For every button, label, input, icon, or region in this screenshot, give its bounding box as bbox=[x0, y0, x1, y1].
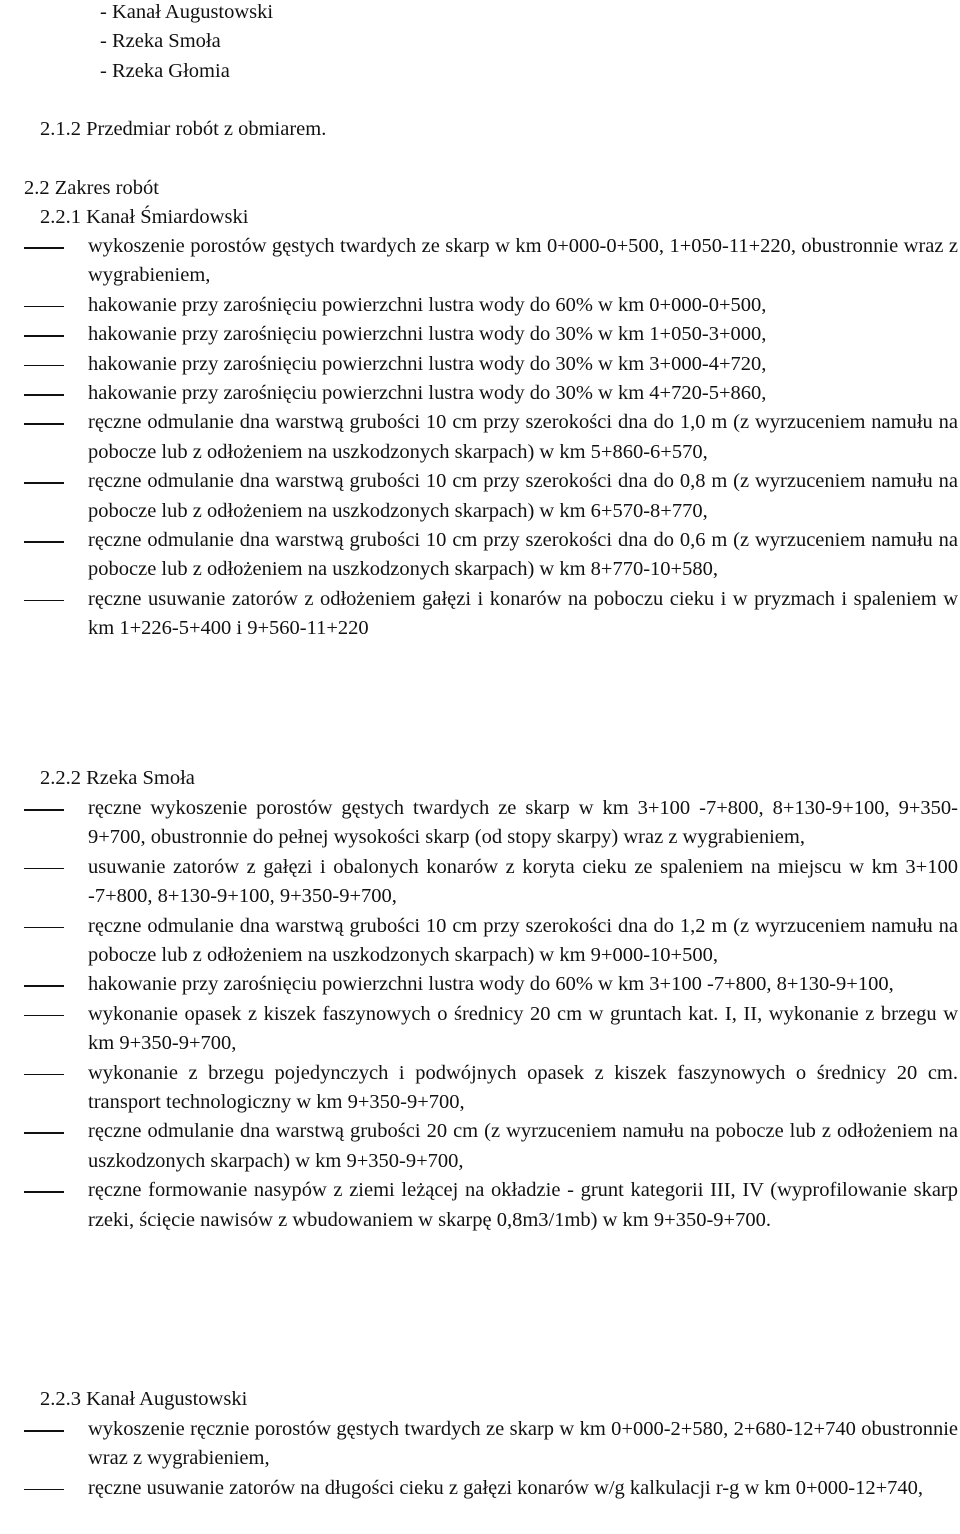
dash-bullet bbox=[24, 1191, 64, 1193]
intro-list bbox=[100, 0, 273, 86]
dash-bullet bbox=[24, 1074, 64, 1076]
list-item: hakowanie przy zarośnięciu powierzchni lustra wody do 60% w km 0+000-0+500, bbox=[0, 291, 960, 320]
dash-bullet bbox=[24, 247, 64, 249]
dash-bullet bbox=[24, 394, 64, 396]
list-item: - Rzeka Głomia bbox=[100, 59, 230, 82]
list-item: usuwanie zatorów z gałęzi i obalonych konarów z koryta cieku ze spaleniem na miejscu w km 3+100 -7+800, 8+130-9+100, 9+350-9+700, bbox=[0, 853, 960, 912]
dash-bullet bbox=[24, 985, 64, 987]
list-item: wykonanie z brzegu pojedynczych i podwójnych opasek z kiszek faszynowych o średnicy 20 cm. transport technologiczny w km 9+350-9+700, bbox=[0, 1059, 960, 1118]
list-item: ręczne formowanie nasypów z ziemi leżącej na okładzie - grunt kategorii III, IV (wyprofilowanie skarp rzeki, ścięcie nawisów z wbudowaniem w skarpę 0,8m3/1mb) w km 9+350-9+700. bbox=[0, 1176, 960, 1235]
list-item: - Kanał Augustowski bbox=[100, 1, 274, 23]
dash-bullet bbox=[24, 423, 64, 425]
section-list-2-2-3 bbox=[0, 1415, 960, 1503]
dash-bullet bbox=[24, 927, 64, 929]
dash-bullet bbox=[24, 1015, 64, 1017]
list-item: hakowanie przy zarośnięciu powierzchni lustra wody do 30% w km 4+720-5+860, bbox=[0, 379, 960, 408]
list-item: ręczne odmulanie dna warstwą grubości 10 cm przy szerokości dna do 1,2 m (z wyrzuceniem namułu na pobocze lub z odłożeniem na uszkodzonych skarpach) w km 9+000-10+500, bbox=[0, 912, 960, 971]
section-list-2-2-1 bbox=[0, 232, 960, 644]
list-item: ręczne usuwanie zatorów z odłożeniem gałęzi i konarów na poboczu cieku i w pryzmach i spaleniem w km 1+226-5+400 i 9+560-11+220 bbox=[0, 585, 960, 644]
dash-bullet bbox=[24, 541, 64, 543]
list-item: wykonanie opasek z kiszek faszynowych o średnicy 20 cm w gruntach kat. I, II, wykonanie z brzegu w km 9+350-9+700, bbox=[0, 1000, 960, 1059]
section-heading-2-2-2: 2.2.2 Rzeka Smoła bbox=[40, 767, 195, 789]
dash-bullet bbox=[24, 1132, 64, 1134]
list-item: ręczne usuwanie zatorów na długości cieku z gałęzi konarów w/g kalkulacji r-g w km 0+000-12+740, bbox=[0, 1474, 960, 1503]
dash-bullet bbox=[24, 809, 64, 811]
list-item: hakowanie przy zarośnięciu powierzchni lustra wody do 30% w km 3+000-4+720, bbox=[0, 350, 960, 379]
section-heading-2-2: 2.2 Zakres robót bbox=[24, 177, 159, 199]
list-item: hakowanie przy zarośnięciu powierzchni lustra wody do 30% w km 1+050-3+000, bbox=[0, 320, 960, 349]
list-item: hakowanie przy zarośnięciu powierzchni lustra wody do 60% w km 3+100 -7+800, 8+130-9+100, bbox=[0, 970, 960, 999]
dash-bullet bbox=[24, 1489, 64, 1491]
list-item: ręczne odmulanie dna warstwą grubości 20 cm (z wyrzuceniem namułu na pobocze lub z odłożeniem na uszkodzonych skarpach) w km 9+350-9+700, bbox=[0, 1117, 960, 1176]
dash-bullet bbox=[24, 335, 64, 337]
list-item: ręczne odmulanie dna warstwą grubości 10 cm przy szerokości dna do 0,6 m (z wyrzuceniem namułu na pobocze lub z odłożeniem na uszkodzonych skarpach) w km 8+770-10+580, bbox=[0, 526, 960, 585]
section-heading-2-1-2: 2.1.2 Przedmiar robót z obmiarem. bbox=[40, 118, 327, 140]
dash-bullet bbox=[24, 482, 64, 484]
section-list-2-2-2 bbox=[0, 794, 960, 1235]
section-heading-2-2-1: 2.2.1 Kanał Śmiardowski bbox=[40, 206, 249, 228]
dash-bullet bbox=[24, 600, 64, 602]
list-item: - Rzeka Smoła bbox=[100, 30, 221, 53]
list-item: ręczne odmulanie dna warstwą grubości 10 cm przy szerokości dna do 0,8 m (z wyrzuceniem namułu na pobocze lub z odłożeniem na uszkodzonych skarpach) w km 6+570-8+770, bbox=[0, 467, 960, 526]
dash-bullet bbox=[24, 868, 64, 870]
dash-bullet bbox=[24, 306, 64, 308]
list-item: wykoszenie porostów gęstych twardych ze skarp w km 0+000-0+500, 1+050-11+220, obustronnie wraz z wygrabieniem, bbox=[0, 232, 960, 291]
dash-bullet bbox=[24, 1430, 64, 1432]
dash-bullet bbox=[24, 365, 64, 367]
section-heading-2-2-3: 2.2.3 Kanał Augustowski bbox=[40, 1388, 248, 1410]
list-item: ręczne odmulanie dna warstwą grubości 10 cm przy szerokości dna do 1,0 m (z wyrzuceniem namułu na pobocze lub z odłożeniem na uszkodzonych skarpach) w km 5+860-6+570, bbox=[0, 408, 960, 467]
list-item: ręczne wykoszenie porostów gęstych twardych ze skarp w km 3+100 -7+800, 8+130-9+100, 9+350-9+700, obustronnie do pełnej wysokości skarp (od stopy skarpy) wraz z wygrabieniem, bbox=[0, 794, 960, 853]
list-item: wykoszenie ręcznie porostów gęstych twardych ze skarp w km 0+000-2+580, 2+680-12+740 obustronnie wraz z wygrabieniem, bbox=[0, 1415, 960, 1474]
